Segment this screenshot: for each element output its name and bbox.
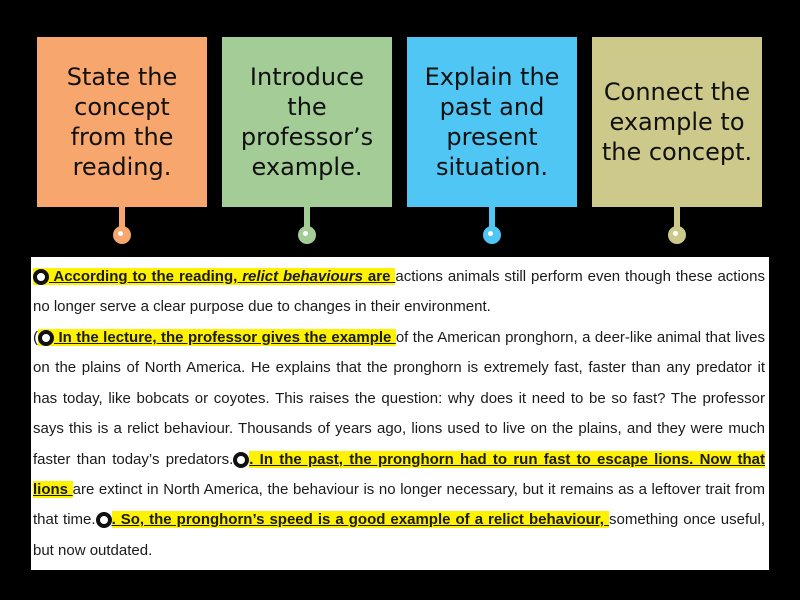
text-panel (31, 257, 769, 570)
card-4-pin-icon (668, 226, 686, 244)
step-card-3 (407, 37, 577, 207)
highlight-concept-text-a: According to the reading, (49, 268, 243, 285)
highlight-past-present: . In the past, the pronghorn had to run fast to escape lions. Now that lions (33, 450, 765, 499)
step-card-3-text: Explain the past and present situation. (424, 63, 560, 181)
step-card-2 (222, 37, 392, 207)
paragraph-example (33, 323, 765, 566)
card-1-pin-icon (113, 226, 131, 244)
highlight-concept-term: relict behaviours (242, 268, 364, 285)
card-2-connector (304, 207, 310, 227)
present-text: are extinct in North America, the behaviour is no longer necessary, but it remains as a leftover trait from that time. (33, 481, 765, 529)
example-pre: ( (33, 329, 38, 346)
marker-3-icon (233, 452, 249, 468)
connection-text: something once useful, but now outdated. (33, 511, 765, 559)
highlight-example (38, 329, 396, 346)
marker-2-icon (38, 330, 54, 346)
highlight-connection: . So, the pronghorn’s speed is a good example of a relict behaviour, (111, 511, 609, 529)
card-2-pin-icon (298, 226, 316, 244)
example-text: of the American pronghorn, a deer-like animal that lives on the plains of North America. He explains that the pronghorn is extremely fast, faster than any predator it has today, like bobcats or coyotes. This raises the question: why does it need to be so fast? The professor says this is a relict behaviour. Thousands of years ago, lions used to live on the plains, and they were much faster than today’s predators. (33, 329, 765, 468)
card-4-connector (674, 207, 680, 227)
card-3-connector (489, 207, 495, 227)
highlight-concept-text-c: are (363, 268, 396, 285)
highlight-example-text: In the lecture, the professor gives the example (54, 329, 396, 346)
step-card-2-text: Introduce the professor’s example. (240, 63, 374, 181)
step-card-1 (37, 37, 207, 207)
step-card-1-text: State the concept from the reading. (66, 63, 178, 181)
marker-4-icon (96, 512, 112, 528)
highlight-concept (33, 268, 395, 285)
marker-1-icon (33, 269, 49, 285)
card-1-connector (119, 207, 125, 227)
concept-text: actions animals still perform even though these actions no longer serve a clear purpose due to changes in their environment. (33, 268, 765, 316)
step-card-4-text: Connect the example to the concept. (601, 78, 753, 166)
card-3-pin-icon (483, 226, 501, 244)
paragraph-concept (33, 262, 765, 323)
step-card-4 (592, 37, 762, 207)
